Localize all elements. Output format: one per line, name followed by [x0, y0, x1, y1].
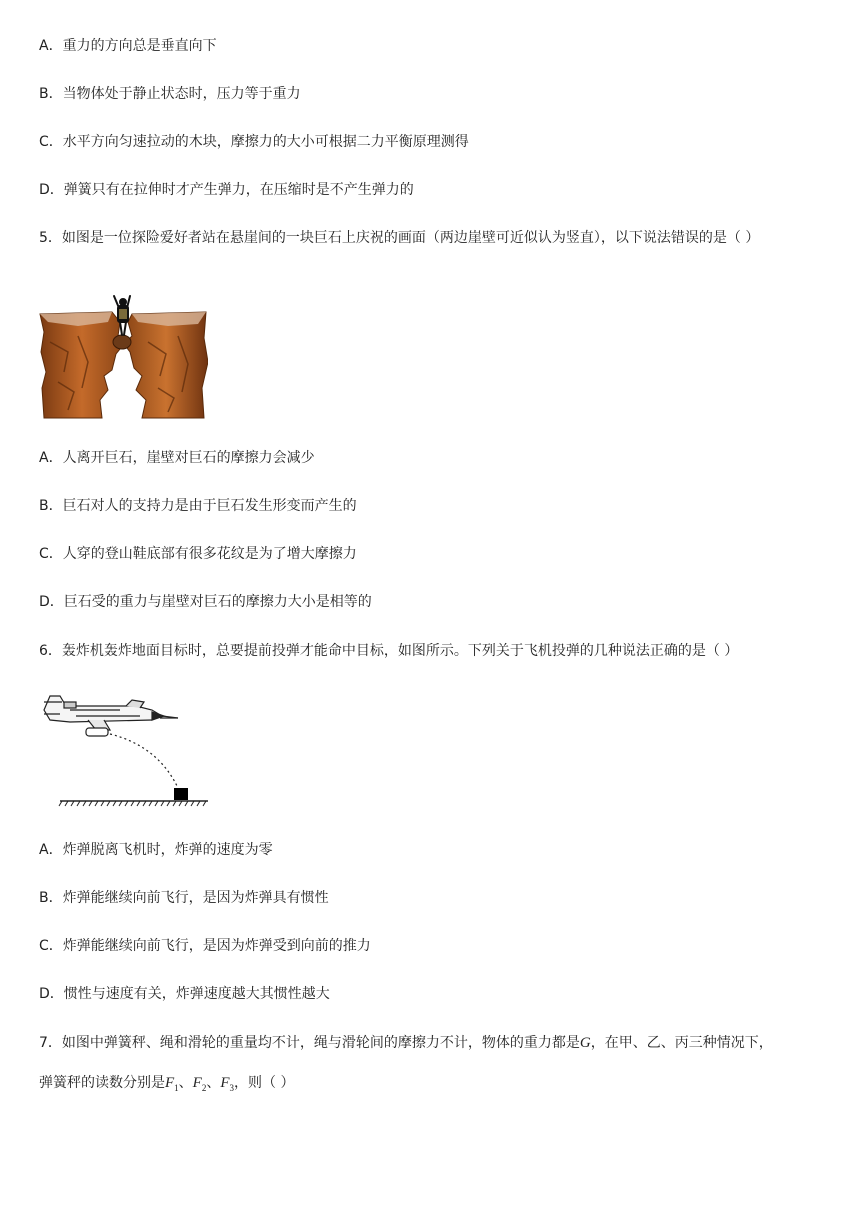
q7-line2-prefix: 弹簧秤的读数分别是: [39, 1075, 165, 1091]
q6-option-c: C．炸弹能继续向前飞行，是因为炸弹受到向前的推力: [39, 938, 371, 954]
q5-option-d: D．巨石受的重力与崖壁对巨石的摩擦力大小是相等的: [39, 594, 372, 610]
q5-option-b: B．巨石对人的支持力是由于巨石发生形变而产生的: [39, 498, 357, 514]
q4-option-a: A．重力的方向总是垂直向下: [39, 38, 217, 54]
q7-sep-2: 、: [206, 1075, 221, 1091]
q6-option-b: B．炸弹能继续向前飞行，是因为炸弹具有惯性: [39, 890, 329, 906]
q5-option-c: C．人穿的登山鞋底部有很多花纹是为了增大摩擦力: [39, 546, 357, 562]
bomber-figure: [40, 690, 212, 810]
q7-f2: $F_2$: [192, 1075, 207, 1093]
q7-f3: $F_3$: [220, 1075, 235, 1093]
q7-stem-line2: [39, 1073, 294, 1098]
q4-option-b: B．当物体处于静止状态时，压力等于重力: [39, 86, 301, 102]
q7-f1: $F_1$: [165, 1075, 179, 1093]
q5-option-a: A．人离开巨石，崖壁对巨石的摩擦力会减少: [39, 450, 315, 466]
cliff-figure: [38, 292, 208, 420]
q7-stem-line1: [39, 1033, 773, 1053]
q7-stem-part1: 7．如图中弹簧秤、绳和滑轮的重量均不计，绳与滑轮间的摩擦力不计，物体的重力都是: [39, 1035, 580, 1051]
q5-stem: 5．如图是一位探险爱好者站在悬崖间的一块巨石上庆祝的画面（两边崖壁可近似认为竖直），以下说法错误的是（ ）: [39, 230, 760, 246]
q6-option-d: D．惯性与速度有关，炸弹速度越大其惯性越大: [39, 986, 330, 1002]
q4-option-c: C．水平方向匀速拉动的木块，摩擦力的大小可根据二力平衡原理测得: [39, 134, 469, 150]
q7-g-symbol: G: [579, 1035, 591, 1051]
q7-stem-part2: ，在甲、乙、丙三种情况下，: [590, 1035, 773, 1051]
q7-line2-suffix: ，则（ ）: [234, 1075, 295, 1091]
q7-sep-1: 、: [178, 1075, 193, 1091]
q6-option-a: A．炸弹脱离飞机时，炸弹的速度为零: [39, 842, 273, 858]
q4-option-d: D．弹簧只有在拉伸时才产生弹力，在压缩时是不产生弹力的: [39, 182, 414, 198]
q6-stem: 6．轰炸机轰炸地面目标时，总要提前投弹才能命中目标，如图所示。下列关于飞机投弹的几种说法正确的是（ ）: [39, 643, 739, 659]
